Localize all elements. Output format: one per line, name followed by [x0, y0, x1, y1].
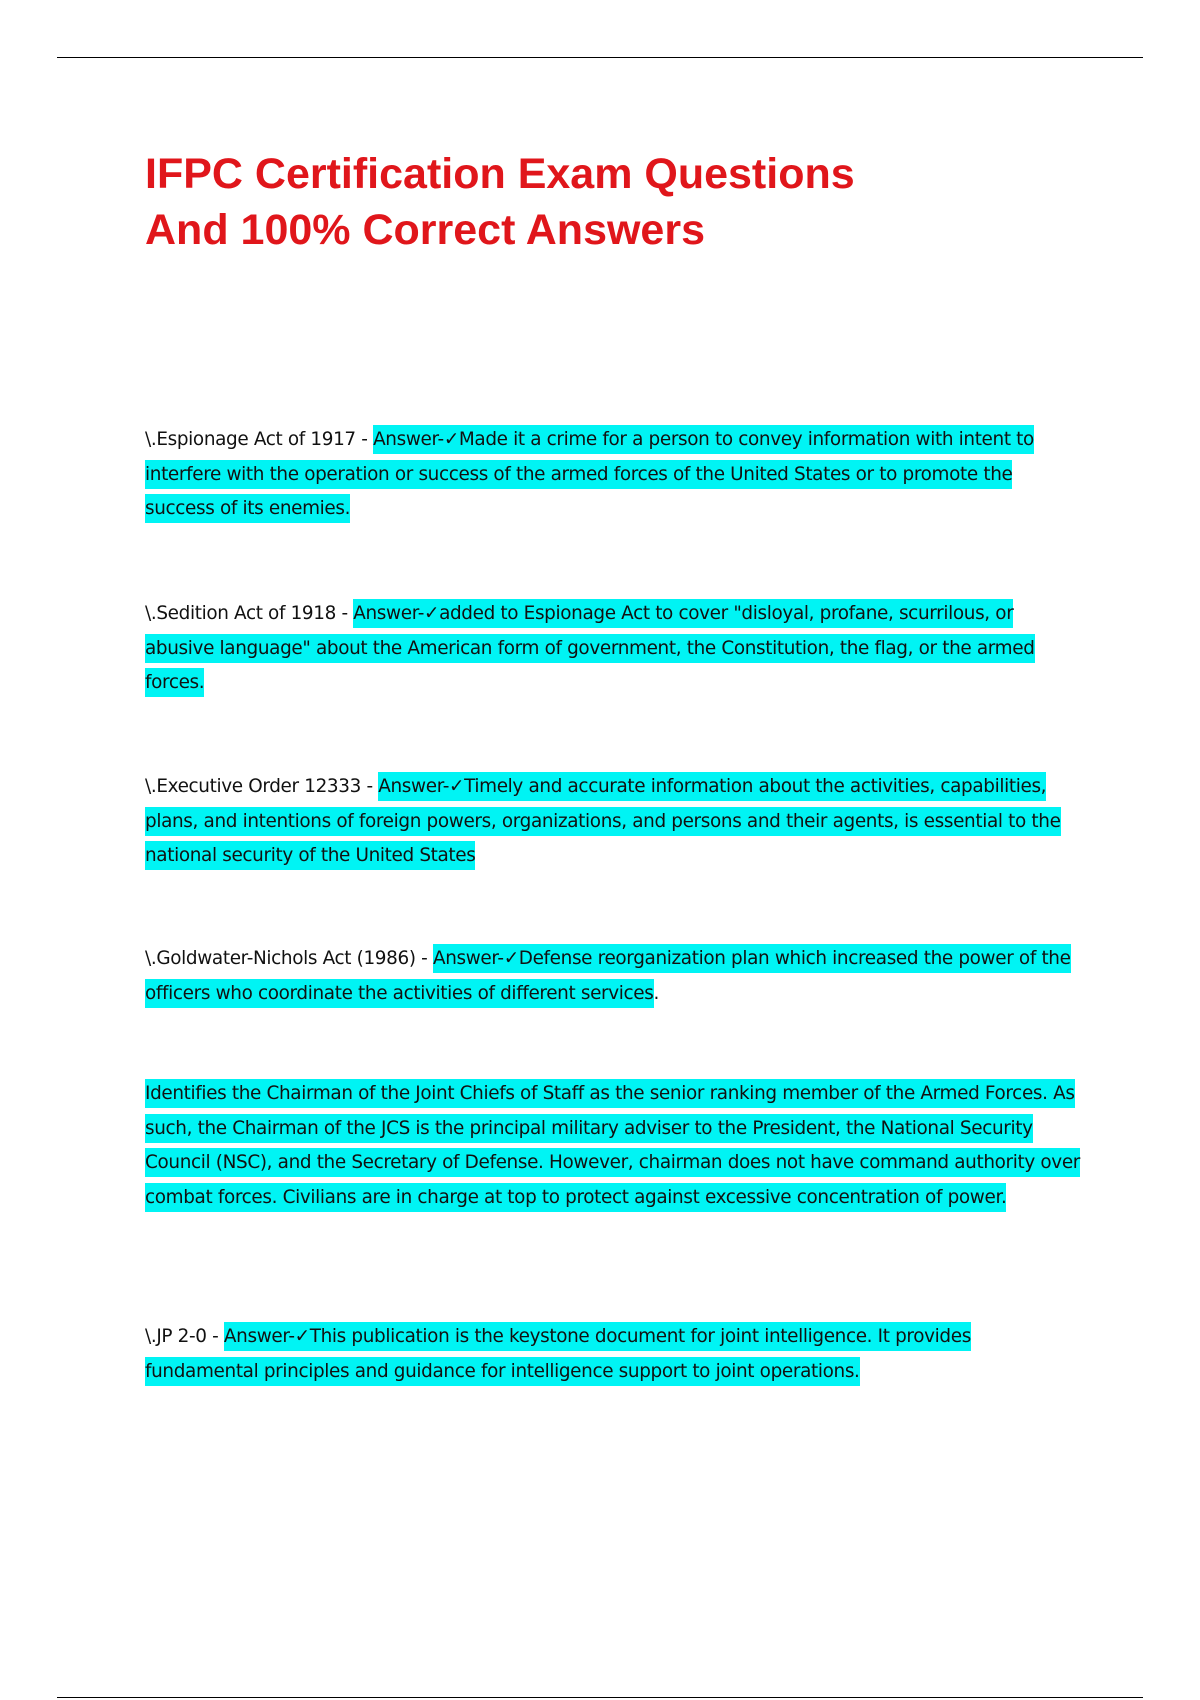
qa-entry-sedition-act — [145, 597, 1085, 701]
bottom-rule — [57, 1697, 1143, 1698]
question-text: \.Sedition Act of 1918 - — [145, 603, 354, 624]
qa-entry-goldwater-nichols — [145, 942, 1085, 1011]
qa-entry-espionage-act — [145, 423, 1085, 527]
qa-entry-jp-2-0 — [145, 1320, 1085, 1389]
trailing-period: . — [653, 982, 659, 1004]
title-line-1: IFPC Certification Exam Questions — [145, 150, 855, 198]
qa-entry-executive-order — [145, 770, 1085, 874]
question-text: \.Executive Order 12333 - — [145, 776, 379, 797]
answer-highlight: Answer-✓added to Espionage Act to cover "disloyal, profane, scurrilous, or abusive language" about the American form of government, the Constitution, the flag, or the armed forces. — [145, 599, 1035, 697]
answer-highlight: Answer-✓This publication is the keystone document for joint intelligence. It provides fundamental principles and guidance for intelligence support to joint operations. — [145, 1322, 971, 1386]
answer-highlight: Answer-✓Made it a crime for a person to convey information with intent to interfere with the operation or success of the armed forces of the United States or to promote the success of its enemies. — [145, 425, 1034, 523]
top-rule — [57, 57, 1143, 58]
answer-highlight: Identifies the Chairman of the Joint Chiefs of Staff as the senior ranking member of the Armed Forces. As such, the Chairman of the JCS is the principal military adviser to the President, the National Security Council (NSC), and the Secretary of Defense. However, chairman does not have command authority over combat forces. Civilians are in charge at top to protect against excessive concentration of power. — [145, 1079, 1080, 1212]
title-line-2: And 100% Correct Answers — [145, 206, 705, 254]
qa-entry-chairman-jcs — [145, 1077, 1085, 1215]
question-text: \.Espionage Act of 1917 - — [145, 429, 374, 450]
question-text: \.Goldwater-Nichols Act (1986) - — [145, 948, 433, 969]
answer-highlight: Answer-✓Timely and accurate information about the activities, capabilities, plans, and intentions of foreign powers, organizations, and persons and their agents, is essential to the national security of the United States — [145, 772, 1061, 870]
document-title — [145, 146, 1045, 258]
answer-highlight: Answer-✓Defense reorganization plan which increased the power of the officers who coordinate the activities of different services — [145, 944, 1071, 1008]
question-text: \.JP 2-0 - — [145, 1326, 224, 1347]
